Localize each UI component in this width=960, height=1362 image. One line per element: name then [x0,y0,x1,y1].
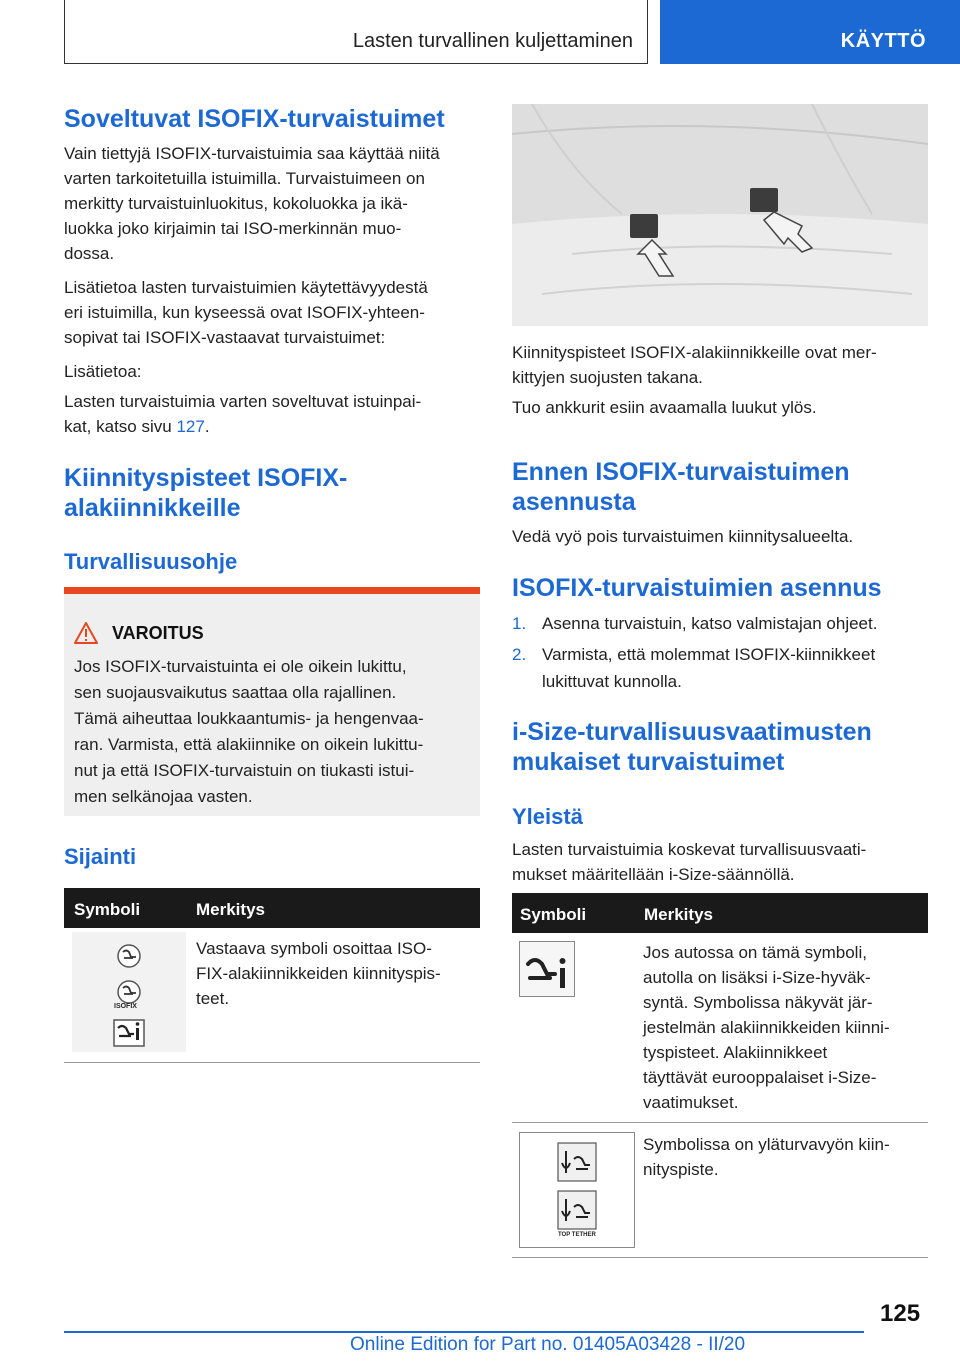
page-reference-link[interactable]: 127 [176,417,205,436]
text-line [64,414,484,439]
paragraph-lisatietoa: Lisätietoa: [64,362,142,381]
paragraph-general [512,837,928,887]
heading-location: Sijainti [64,844,137,869]
text-line: tyspisteet. Alakiinnikkeet [643,1043,828,1062]
step-text: Asenna turvaistuin, katso valmistajan ohjeet. [542,614,878,633]
header-section-tab[interactable] [660,0,960,64]
heading-line: mukaiset turvaistuimet [512,748,785,776]
heading-line: Ennen ISOFIX-turvaistuimen [512,458,850,486]
isofix-symbols-icon [72,932,186,1052]
heading-install: ISOFIX-turvaistuimien asennus [512,574,882,602]
text-line: lukittuvat kunnolla. [542,672,682,691]
text-line: kittyjen suojusten takana. [512,368,703,387]
table-header [64,888,480,928]
heading-line: Kiinnityspisteet ISOFIX- [64,464,348,492]
text-line: Lasten turvaistuimia koskevat turvallisuusvaati- [512,840,867,859]
isofix-label: ISOFIX [114,1003,137,1010]
paragraph-before-install: Vedä vyö pois turvaistuimen kiinnitysalueelta. [512,527,854,546]
text-line: Tämä aiheuttaa loukkaantumis- ja hengenvaa- [74,709,424,728]
text-line: dossa. [64,244,115,263]
heading-suitable-isofix: Soveltuvat ISOFIX-turvaistuimet [64,105,445,133]
page-number: 125 [880,1300,921,1327]
column-header-symbol: Symboli [520,905,587,924]
text-line: sopivat tai ISOFIX-vastaavat turvaistuimet: [64,328,386,347]
text-fragment: kat, katso sivu [64,417,177,436]
text-line: Symbolissa on yläturvavyön kiin- [643,1135,890,1154]
isize-anchor-icon [520,942,574,996]
text-line: Jos ISOFIX-turvaistuinta ei ole oikein lukittu, [74,657,407,676]
text-line: nut ja että ISOFIX-turvaistuin on tiukasti istui- [74,761,415,780]
text-line: merkitty turvaistuinluokitus, kokoluokka ja ikä- [64,194,408,213]
table-cell-meaning [643,940,928,1115]
chapter-title: Lasten turvallinen kuljettaminen [352,30,633,52]
warning-text [74,654,474,810]
footer-rule [64,1331,864,1333]
column-header-symbol: Symboli [74,900,141,919]
heading-line: asennusta [512,488,636,516]
step-number: 2. [512,645,527,664]
heading-line: alakiinnikkeille [64,494,241,522]
heading-line: i-Size-turvallisuusvaatimusten [512,718,872,746]
heading-isize [512,717,872,777]
table-cell-meaning [196,936,476,1011]
text-line: mukset määritellään i-Size-säännöllä. [512,865,795,884]
table-header [512,893,928,933]
text-line: jestelmän alakiinnikkeiden kiinni- [643,1018,890,1037]
paragraph-more-info [64,275,484,350]
text-line: teet. [196,989,230,1008]
isize-symbol-cell [519,941,575,997]
seat-illustration [512,104,928,326]
step-text [542,641,875,695]
text-line: Vain tiettyjä ISOFIX-turvaistuimia saa käyttää niitä [64,144,440,163]
text-line: sen suojausvaikutus saattaa olla rajallinen. [74,683,397,702]
paragraph-suitable [64,141,484,266]
text-line: FIX-alakiinnikkeiden kiinnityspis- [196,964,441,983]
warning-title: VAROITUS [112,622,204,643]
text-line: vaatimukset. [643,1093,739,1112]
top-tether-icon [520,1133,634,1247]
text-line: täyttävät eurooppalaiset i-Size- [643,1068,877,1087]
seat-photo [512,104,928,326]
text-line: Jos autossa on tämä symboli, [643,943,867,962]
warning-triangle-icon [74,622,98,644]
text-line: eri istuimilla, kun kyseessä ovat ISOFIX-yhteen- [64,303,425,322]
step-number: 1. [512,614,527,633]
header-chapter-box [64,0,648,64]
text-line: syntä. Symbolissa näkyvät jär- [643,993,873,1012]
text-line: Kiinnityspisteet ISOFIX-alakiinnikkeille ovat mer- [512,343,877,362]
edition-note[interactable]: Online Edition for Part no. 01405A03428 - II/20 [350,1334,746,1355]
heading-safety-note: Turvallisuusohje [64,549,238,574]
caption-open-covers: Tuo ankkurit esiin avaamalla luukut ylös. [512,398,817,417]
symbol-cell [72,932,186,1052]
column-header-meaning: Merkitys [644,905,713,924]
text-line: ran. Varmista, että alakiinnike on oikein lukittu- [74,735,424,754]
text-line: nityspiste. [643,1160,719,1179]
photo-caption [512,340,928,390]
heading-anchor-points [64,463,347,523]
text-line: luokka joko kirjaimin tai ISO-merkinnän muo- [64,219,402,238]
text-line: Vastaava symboli osoittaa ISO- [196,939,432,958]
text-fragment: . [204,417,210,436]
text-line: autolla on lisäksi i-Size-hyväk- [643,968,871,987]
paragraph-see-page [64,389,484,439]
text-line: varten tarkoitetuilla istuimilla. Turvaistuimeen on [64,169,425,188]
table-cell-meaning [643,1132,928,1182]
table-row-rule [512,1122,928,1123]
table-bottom-rule [512,1257,928,1258]
heading-general: Yleistä [512,804,583,829]
top-tether-label: TOP TETHER [558,1232,596,1238]
warning-box [64,587,480,816]
text-line: Lisätietoa lasten turvaistuimien käytettävyydestä [64,278,428,297]
text-line: men selkänojaa vasten. [74,787,253,806]
column-header-meaning: Merkitys [196,900,265,919]
tether-symbol-cell [519,1132,635,1248]
section-title: KÄYTTÖ [840,30,926,52]
text-line: Varmista, että molemmat ISOFIX-kiinnikkeet [542,645,876,664]
heading-before-install [512,457,850,517]
table-bottom-rule [64,1062,480,1063]
warning-header [74,622,204,644]
text-line: Lasten turvaistuimia varten soveltuvat istuinpai- [64,392,422,411]
